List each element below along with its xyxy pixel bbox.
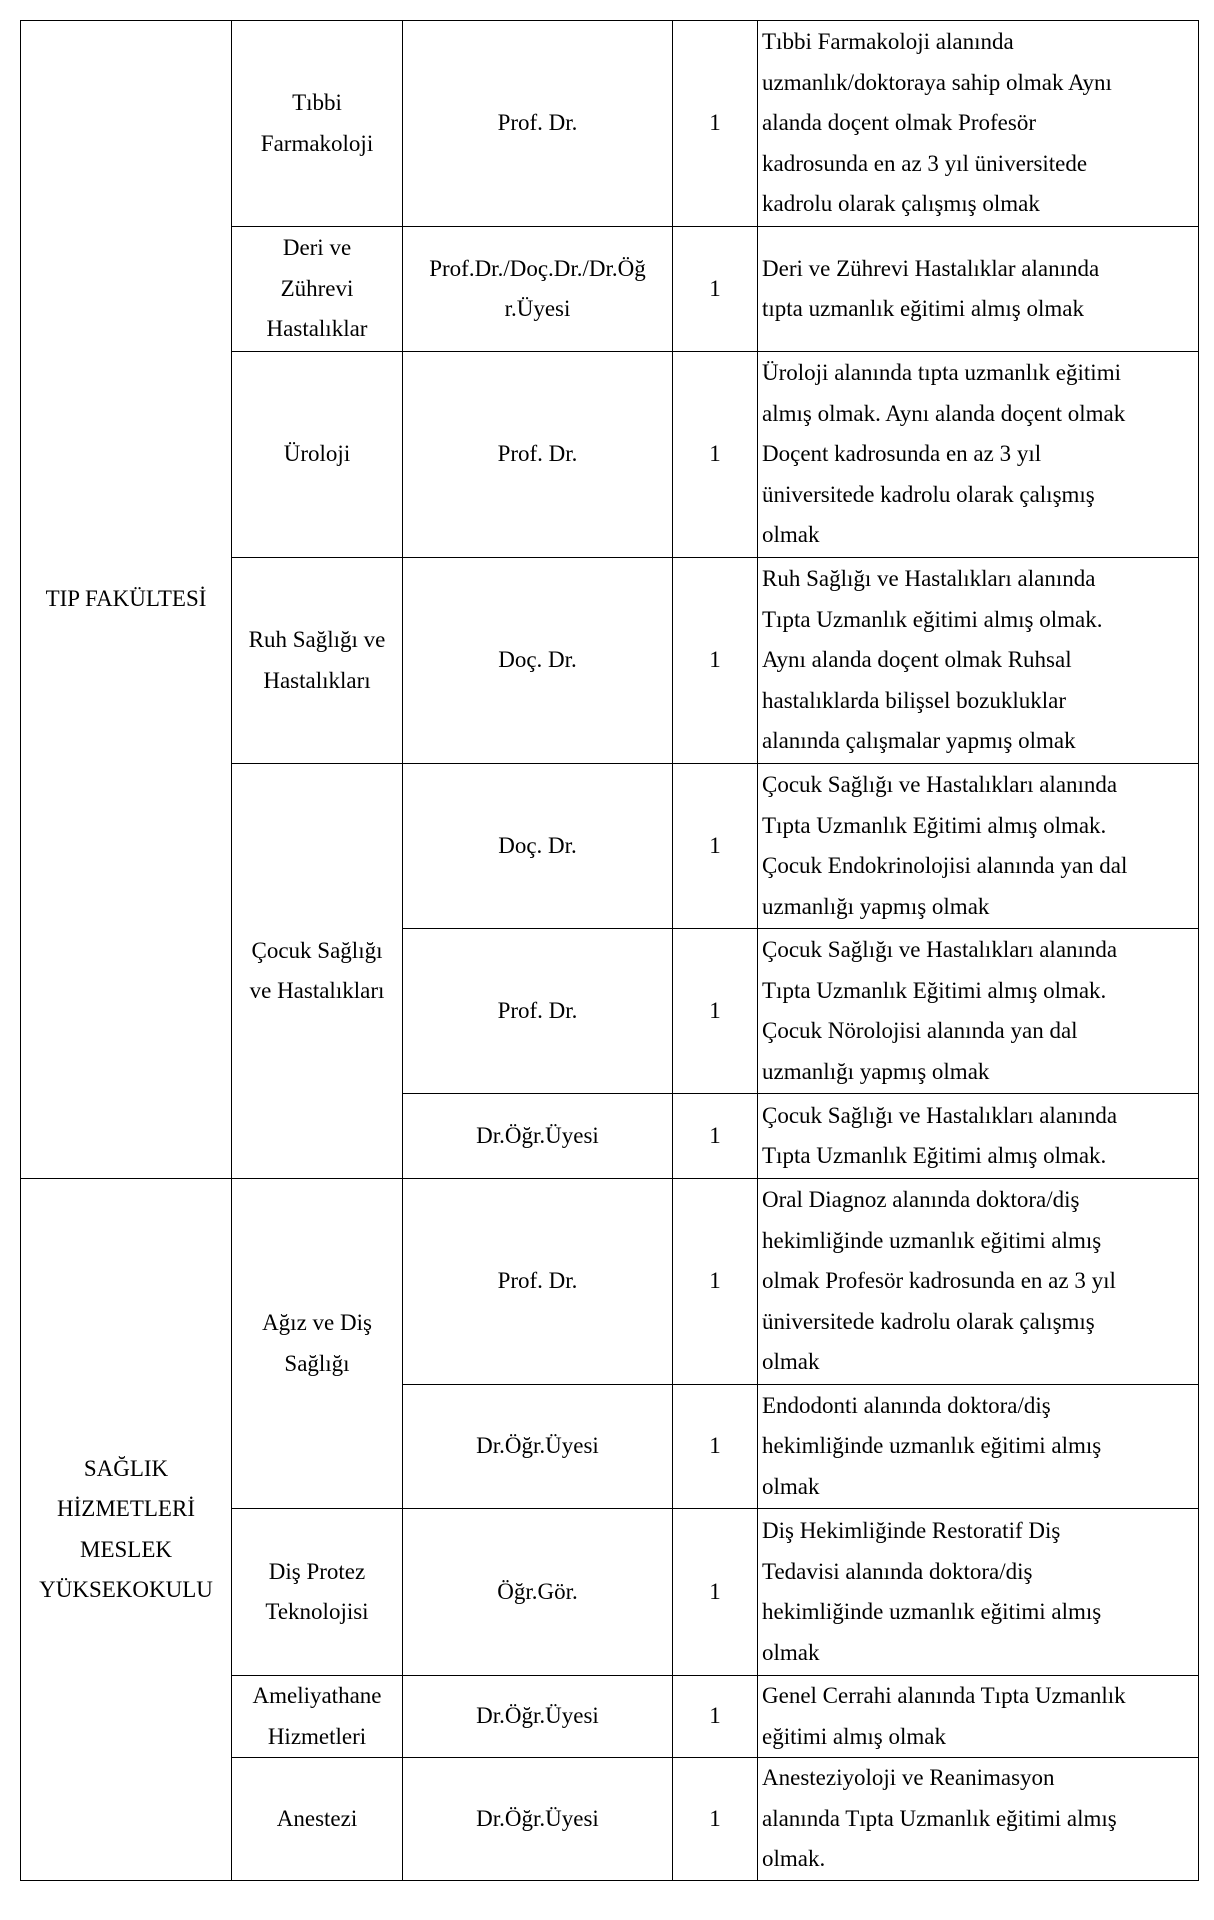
title-cell: Dr.Öğr.Üyesi [403,1758,673,1881]
title-cell: Dr.Öğr.Üyesi [403,1094,673,1179]
department-cell: Ameliyathane Hizmetleri [232,1676,403,1758]
department-cell: Üroloji [232,352,403,558]
title-cell: Prof. Dr. [403,1179,673,1385]
department-cell: Deri ve Zührevi Hastalıklar [232,227,403,352]
count-cell: 1 [673,1509,758,1676]
count-cell: 1 [673,1094,758,1179]
requirement-cell: Çocuk Sağlığı ve Hastalıkları alanında Tıpta Uzmanlık Eğitimi almış olmak. [758,1094,1199,1179]
count-cell: 1 [673,352,758,558]
count-cell: 1 [673,929,758,1094]
requirement-cell: Endodonti alanında doktora/diş hekimliğinde uzmanlık eğitimi almış olmak [758,1385,1199,1509]
table-row [21,1179,1199,1385]
title-cell: Dr.Öğr.Üyesi [403,1676,673,1758]
count-cell: 1 [673,21,758,227]
count-cell: 1 [673,1676,758,1758]
positions-table [20,20,1199,1881]
requirement-cell: Anesteziyoloji ve Reanimasyon alanında Tıpta Uzmanlık eğitimi almış olmak. [758,1758,1199,1881]
department-cell: Ruh Sağlığı ve Hastalıkları [232,558,403,764]
department-cell: Tıbbi Farmakoloji [232,21,403,227]
title-cell: Prof.Dr./Doç.Dr./Dr.Öğ r.Üyesi [403,227,673,352]
requirement-cell: Genel Cerrahi alanında Tıpta Uzmanlık eğitimi almış olmak [758,1676,1199,1758]
count-cell: 1 [673,764,758,929]
title-cell: Prof. Dr. [403,929,673,1094]
faculty-cell: TIP FAKÜLTESİ [21,21,232,1179]
title-cell: Dr.Öğr.Üyesi [403,1385,673,1509]
title-cell: Doç. Dr. [403,558,673,764]
title-cell: Öğr.Gör. [403,1509,673,1676]
requirement-cell: Ruh Sağlığı ve Hastalıkları alanında Tıpta Uzmanlık eğitimi almış olmak. Aynı alanda doçent olmak Ruhsal hastalıklarda bilişsel bozukluklar alanında çalışmalar yapmış olmak [758,558,1199,764]
title-cell: Prof. Dr. [403,352,673,558]
requirement-cell: Oral Diagnoz alanında doktora/diş hekimliğinde uzmanlık eğitimi almış olmak Profesör kadrosunda en az 3 yıl üniversitede kadrolu olarak çalışmış olmak [758,1179,1199,1385]
requirement-cell: Çocuk Sağlığı ve Hastalıkları alanında Tıpta Uzmanlık Eğitimi almış olmak. Çocuk Endokrinolojisi alanında yan dal uzmanlığı yapmış olmak [758,764,1199,929]
count-cell: 1 [673,227,758,352]
faculty-cell: SAĞLIK HİZMETLERİ MESLEK YÜKSEKOKULU [21,1179,232,1881]
count-cell: 1 [673,558,758,764]
requirement-cell: Çocuk Sağlığı ve Hastalıkları alanında Tıpta Uzmanlık Eğitimi almış olmak. Çocuk Nörolojisi alanında yan dal uzmanlığı yapmış olmak [758,929,1199,1094]
department-cell: Anestezi [232,1758,403,1881]
requirement-cell: Üroloji alanında tıpta uzmanlık eğitimi almış olmak. Aynı alanda doçent olmak Doçent kadrosunda en az 3 yıl üniversitede kadrolu olarak çalışmış olmak [758,352,1199,558]
department-cell: Ağız ve Diş Sağlığı [232,1179,403,1509]
department-cell: Diş Protez Teknolojisi [232,1509,403,1676]
department-cell: Çocuk Sağlığı ve Hastalıkları [232,764,403,1179]
count-cell: 1 [673,1179,758,1385]
requirement-cell: Tıbbi Farmakoloji alanında uzmanlık/doktoraya sahip olmak Aynı alanda doçent olmak Profesör kadrosunda en az 3 yıl üniversitede kadrolu olarak çalışmış olmak [758,21,1199,227]
count-cell: 1 [673,1385,758,1509]
requirement-cell: Diş Hekimliğinde Restoratif Diş Tedavisi alanında doktora/diş hekimliğinde uzmanlık eğitimi almış olmak [758,1509,1199,1676]
table-row [21,21,1199,227]
title-cell: Doç. Dr. [403,764,673,929]
title-cell: Prof. Dr. [403,21,673,227]
requirement-cell: Deri ve Zührevi Hastalıklar alanında tıpta uzmanlık eğitimi almış olmak [758,227,1199,352]
count-cell: 1 [673,1758,758,1881]
